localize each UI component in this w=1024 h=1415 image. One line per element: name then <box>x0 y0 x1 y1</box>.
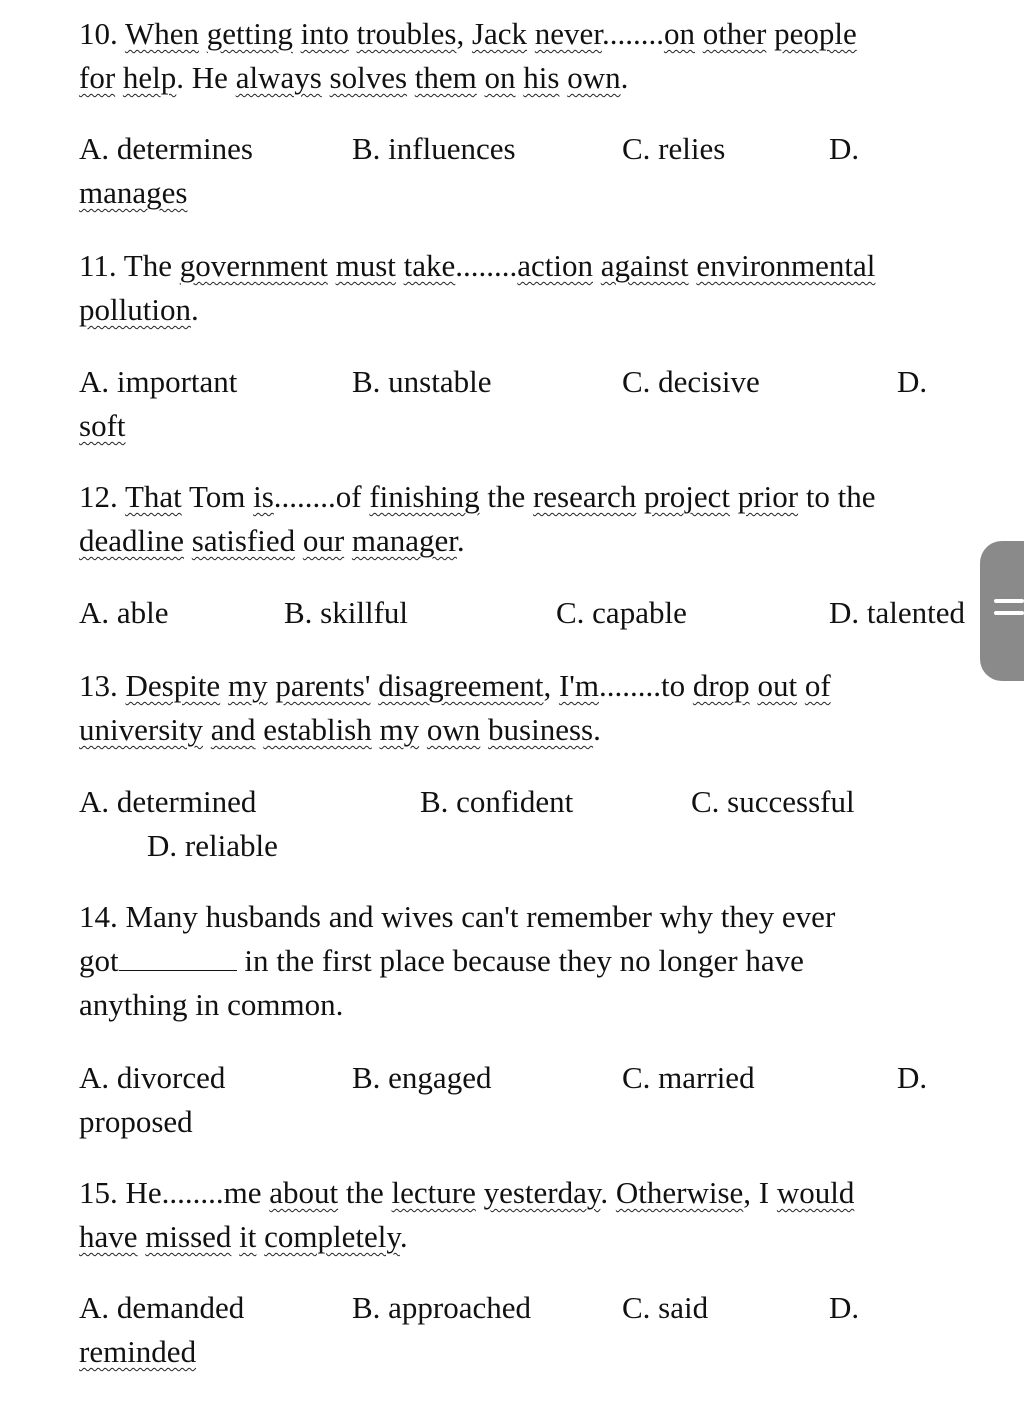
q13-stem-line-2: university and establish my own business. <box>79 712 601 747</box>
q15-option-c[interactable]: C. said <box>622 1290 709 1325</box>
q12-stem-line-2: deadline satisfied our manager. <box>79 523 465 558</box>
q10-option-b[interactable]: B. influences <box>352 131 516 166</box>
q11-stem-line-2: pollution. <box>79 292 199 327</box>
scroll-handle[interactable] <box>980 541 1024 681</box>
q12-option-d[interactable]: D. talented <box>829 595 966 630</box>
q11-option-d-text[interactable]: soft <box>79 408 126 443</box>
q11-option-d-label[interactable]: D. <box>897 364 928 399</box>
q14-option-d-label[interactable]: D. <box>897 1060 928 1095</box>
q14-option-d-text[interactable]: proposed <box>79 1104 193 1139</box>
q12-stem-line-1: 12. That Tom is........of finishing the research project prior to the <box>79 479 876 514</box>
q13-option-b[interactable]: B. confident <box>420 784 574 819</box>
q14-option-a[interactable]: A. divorced <box>79 1060 226 1095</box>
q15-option-d-text[interactable]: reminded <box>79 1334 197 1369</box>
q12-option-b[interactable]: B. skillful <box>284 595 409 630</box>
q11-stem-line-1: 11. The government must take........action against environmental <box>79 248 876 283</box>
q10-stem-line-2: for help. He always solves them on his own. <box>79 60 629 95</box>
q10-stem-line-1: 10. When getting into troubles, Jack never........on other people <box>79 16 857 51</box>
q10-option-d-label[interactable]: D. <box>829 131 860 166</box>
q13-stem-line-1: 13. Despite my parents' disagreement, I'm........to drop out of <box>79 668 831 703</box>
q14-stem-line-3: anything in common. <box>79 987 344 1022</box>
q11-option-c[interactable]: C. decisive <box>622 364 760 399</box>
q15-option-a[interactable]: A. demanded <box>79 1290 245 1325</box>
q10-option-d-text[interactable]: manages <box>79 175 188 210</box>
q15-stem-line-1: 15. He........me about the lecture yesterday. Otherwise, I would <box>79 1175 855 1210</box>
q14-stem-line-1: 14. Many husbands and wives can't remember why they ever <box>79 899 836 934</box>
q14-option-b[interactable]: B. engaged <box>352 1060 492 1095</box>
q10-option-a[interactable]: A. determines <box>79 131 253 166</box>
q12-option-a[interactable]: A. able <box>79 595 169 630</box>
q15-option-d-label[interactable]: D. <box>829 1290 860 1325</box>
q15-stem-line-2: have missed it completely. <box>79 1219 408 1254</box>
q11-option-b[interactable]: B. unstable <box>352 364 492 399</box>
q10-option-c[interactable]: C. relies <box>622 131 726 166</box>
q11-option-a[interactable]: A. important <box>79 364 238 399</box>
q15-option-b[interactable]: B. approached <box>352 1290 532 1325</box>
grip-line-icon <box>994 599 1024 603</box>
q13-option-a[interactable]: A. determined <box>79 784 257 819</box>
q13-option-d[interactable]: D. reliable <box>147 828 278 863</box>
q13-option-c[interactable]: C. successful <box>691 784 855 819</box>
q14-stem-line-2: got in the first place because they no longer have <box>79 943 804 978</box>
q14-option-c[interactable]: C. married <box>622 1060 755 1095</box>
q12-option-c[interactable]: C. capable <box>556 595 687 630</box>
q14-answer-blank[interactable] <box>119 944 237 971</box>
grip-line-icon <box>994 611 1024 615</box>
